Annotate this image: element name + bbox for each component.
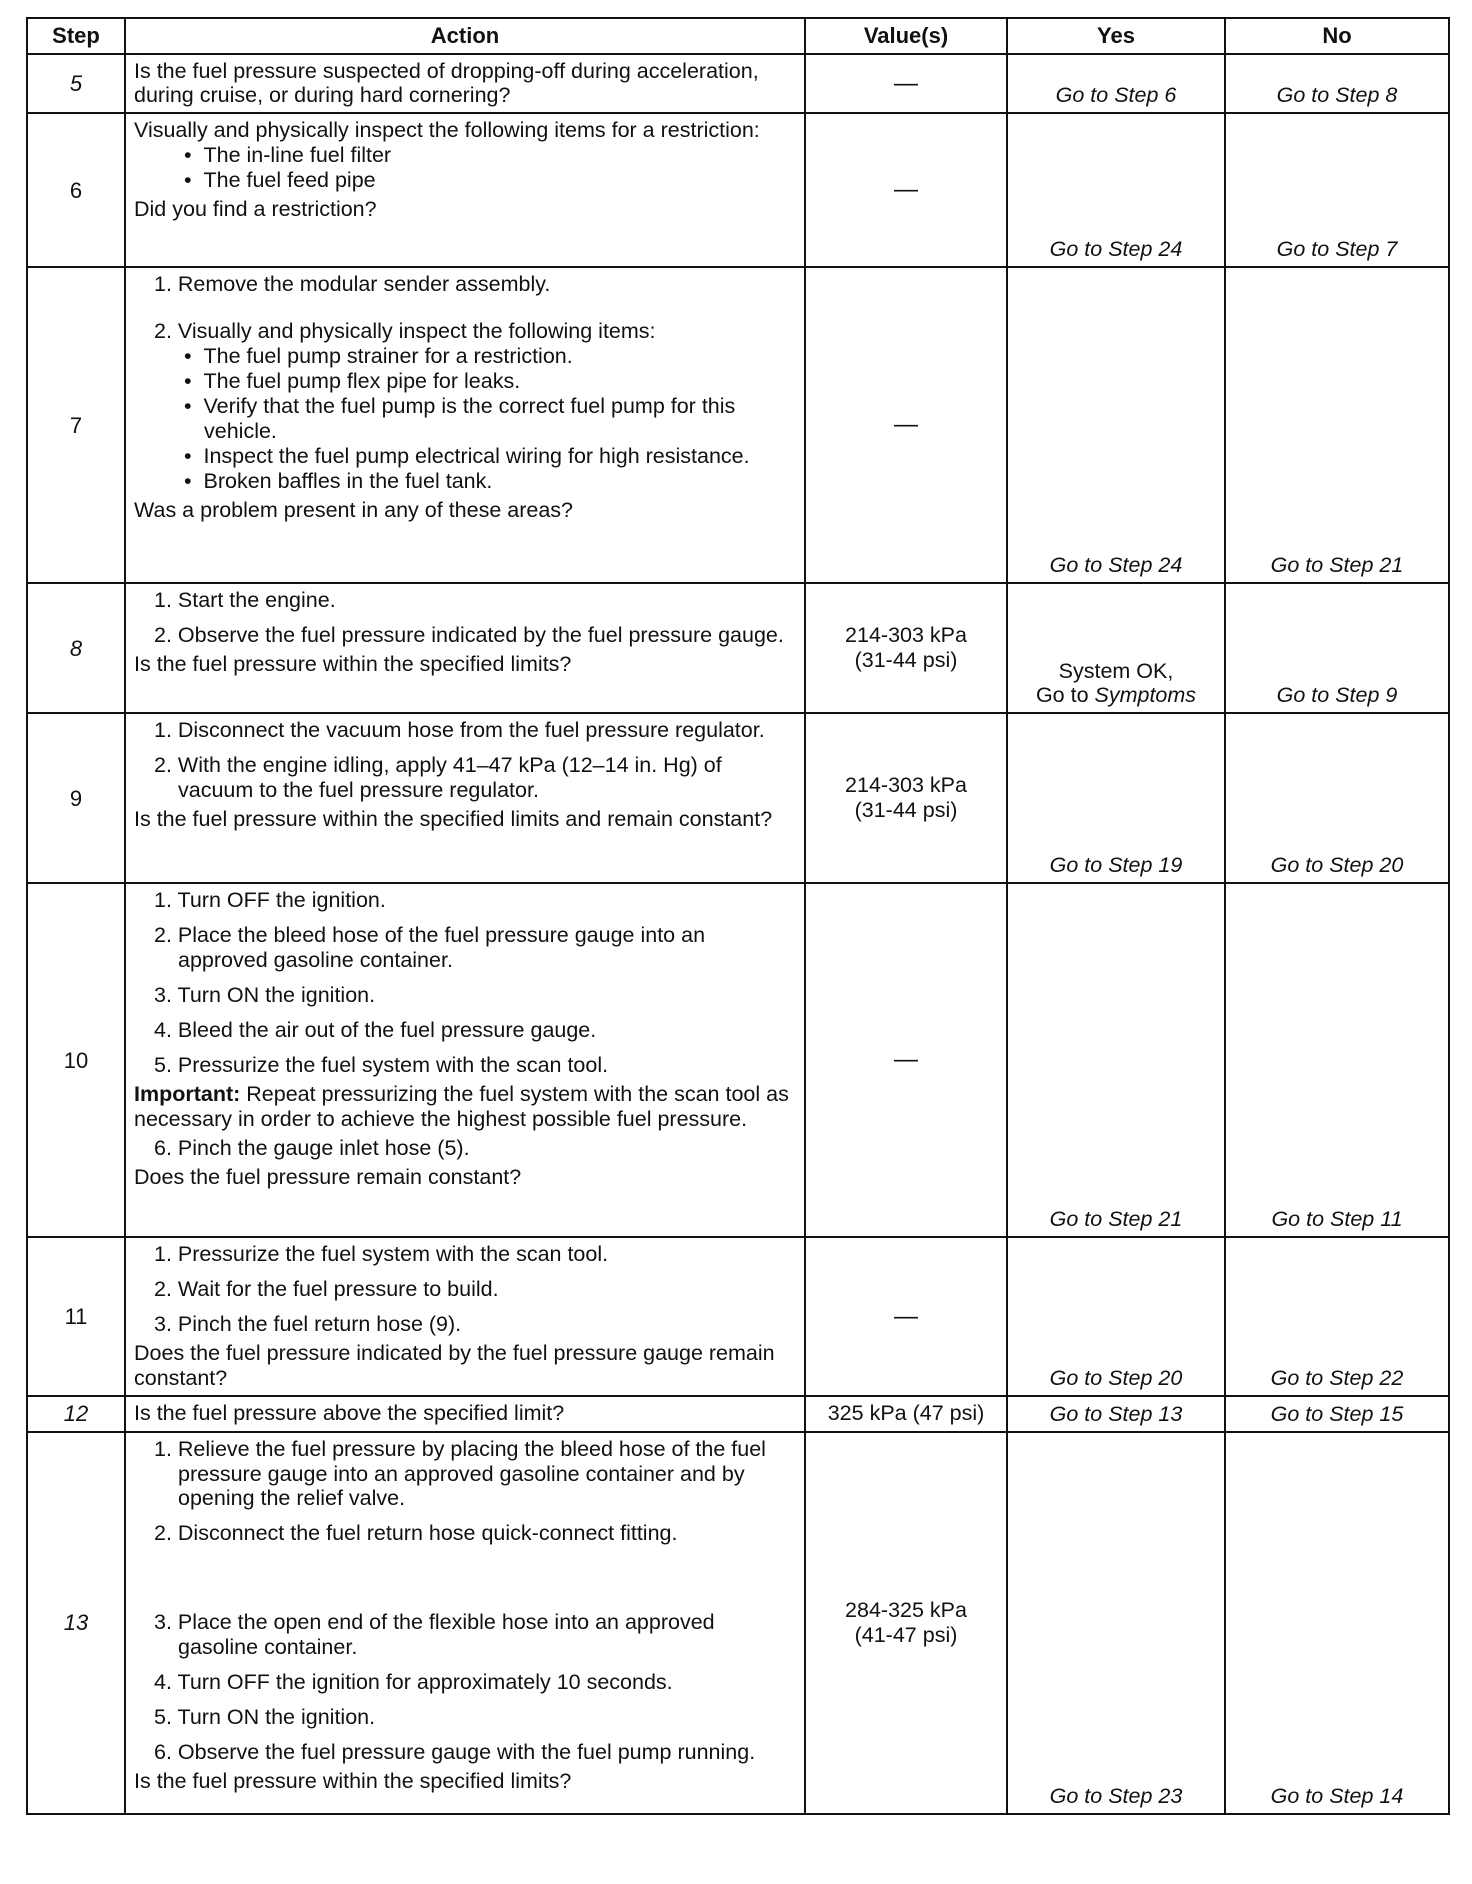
- value-cell: [805, 883, 1007, 1237]
- table-row: [27, 583, 1449, 713]
- important-label: Important:: [134, 1082, 241, 1107]
- numbered-item: 2. Disconnect the fuel return hose quick-connect fitting.: [154, 1521, 678, 1546]
- question-text: Did you find a restriction?: [134, 197, 377, 222]
- value-cell: [805, 54, 1007, 114]
- numbered-item: 2. With the engine idling, apply 41–47 kPa (12–14 in. Hg) of vacuum to the fuel pressure regulator.: [154, 753, 722, 803]
- numbered-item: 1. Start the engine.: [154, 588, 336, 613]
- action-cell: [125, 713, 805, 883]
- table-row: [27, 713, 1449, 883]
- bullet-text: Broken baffles in the fuel tank.: [203, 468, 493, 493]
- action-cell: [125, 54, 805, 114]
- no-cell: Go to Step 22: [1225, 1237, 1449, 1396]
- bullet-text: The fuel pump strainer for a restriction.: [203, 344, 573, 369]
- table-row: [27, 113, 1449, 267]
- table-row: [27, 267, 1449, 583]
- step-number: 9: [27, 713, 125, 883]
- no-cell: Go to Step 20: [1225, 713, 1449, 883]
- yes-cell: Go to Step 6: [1007, 54, 1225, 114]
- question-text: Is the fuel pressure within the specified limits?: [134, 652, 572, 677]
- numbered-item: 3. Pinch the fuel return hose (9).: [154, 1312, 462, 1337]
- dash: —: [894, 1302, 918, 1330]
- bullet-item: • Inspect the fuel pump electrical wiring for high resistance.: [184, 444, 750, 469]
- yes-cell: [1007, 583, 1225, 713]
- value-cell: 325 kPa (47 psi): [805, 1396, 1007, 1432]
- value-kpa: 214-303 kPa: [845, 773, 967, 798]
- numbered-item: 1. Turn OFF the ignition.: [154, 888, 386, 913]
- yes-cell: Go to Step 13: [1007, 1396, 1225, 1432]
- diagnostic-table: [26, 17, 1450, 1815]
- system-ok-text: System OK,: [1058, 658, 1174, 683]
- numbered-item: 4. Turn OFF the ignition for approximately 10 seconds.: [154, 1670, 673, 1695]
- numbered-item: 4. Bleed the air out of the fuel pressure gauge.: [154, 1018, 597, 1043]
- bullet-item: • The fuel pump strainer for a restriction.: [184, 344, 573, 369]
- step-number: 12: [27, 1396, 125, 1432]
- header-values: Value(s): [805, 18, 1007, 54]
- yes-cell: Go to Step 23: [1007, 1432, 1225, 1814]
- step-number: 7: [27, 267, 125, 583]
- value-cell: [805, 1432, 1007, 1814]
- value-kpa: 284-325 kPa: [845, 1597, 967, 1622]
- numbered-item: 1. Disconnect the vacuum hose from the fuel pressure regulator.: [154, 718, 765, 743]
- value-cell: [805, 713, 1007, 883]
- important-text: Repeat pressurizing the fuel system with the scan tool as necessary in order to achieve the highest possible fuel pressure.: [134, 1082, 789, 1131]
- step-number: 6: [27, 113, 125, 267]
- no-cell: Go to Step 21: [1225, 267, 1449, 583]
- question-text: Is the fuel pressure suspected of dropping-off during acceleration, during cruise, or during hard cornering?: [134, 58, 759, 108]
- numbered-item: 5. Pressurize the fuel system with the scan tool.: [154, 1053, 609, 1078]
- bullet-item: • The in-line fuel filter: [184, 143, 392, 168]
- no-cell: Go to Step 11: [1225, 883, 1449, 1237]
- no-cell: Go to Step 8: [1225, 54, 1449, 114]
- action-cell: [125, 1432, 805, 1814]
- question-text: Is the fuel pressure within the specified limits?: [134, 1769, 572, 1794]
- intro-text: Visually and physically inspect the following items for a restriction:: [134, 118, 760, 143]
- header-yes: Yes: [1007, 18, 1225, 54]
- numbered-item: 2. Wait for the fuel pressure to build.: [154, 1277, 499, 1302]
- no-cell: Go to Step 9: [1225, 583, 1449, 713]
- step-number: 13: [27, 1432, 125, 1814]
- bullet-item: • Verify that the fuel pump is the correct fuel pump for this vehicle.: [184, 394, 736, 444]
- action-cell: [125, 883, 805, 1237]
- numbered-item: 2. Visually and physically inspect the following items:: [154, 319, 656, 344]
- step-number: 5: [27, 54, 125, 114]
- action-cell: [125, 1237, 805, 1396]
- question-text: Is the fuel pressure above the specified limit?: [134, 1401, 565, 1426]
- header-action: Action: [125, 18, 805, 54]
- question-text: Is the fuel pressure within the specified limits and remain constant?: [134, 807, 773, 832]
- yes-cell: Go to Step 19: [1007, 713, 1225, 883]
- action-cell: [125, 267, 805, 583]
- yes-cell: Go to Step 20: [1007, 1237, 1225, 1396]
- value-psi: (41-47 psi): [854, 1622, 958, 1647]
- action-cell: [125, 583, 805, 713]
- step-number: 10: [27, 883, 125, 1237]
- important-note: [134, 1082, 796, 1132]
- table-row: [27, 1396, 1449, 1432]
- yes-cell: Go to Step 21: [1007, 883, 1225, 1237]
- no-cell: Go to Step 7: [1225, 113, 1449, 267]
- numbered-item: 1. Remove the modular sender assembly.: [154, 272, 551, 297]
- table-row: [27, 54, 1449, 114]
- value-kpa: 214-303 kPa: [845, 623, 967, 648]
- dash: —: [894, 411, 918, 439]
- value-cell: [805, 1237, 1007, 1396]
- numbered-item: 6. Pinch the gauge inlet hose (5).: [154, 1135, 470, 1160]
- goto-prefix: Go to: [1035, 683, 1095, 708]
- header-row: [27, 18, 1449, 54]
- bullet-item: • The fuel feed pipe: [184, 168, 376, 193]
- value-psi: (31-44 psi): [854, 648, 958, 673]
- value-cell: [805, 583, 1007, 713]
- dash: —: [894, 1046, 918, 1074]
- question-text: Does the fuel pressure indicated by the fuel pressure gauge remain constant?: [134, 1341, 775, 1391]
- step-number: 11: [27, 1237, 125, 1396]
- question-text: Was a problem present in any of these areas?: [134, 497, 573, 522]
- value-cell: [805, 267, 1007, 583]
- numbered-item: 1. Relieve the fuel pressure by placing the bleed hose of the fuel pressure gauge into an approved gasoline container and by opening the relief valve.: [154, 1436, 766, 1511]
- header-step: Step: [27, 18, 125, 54]
- bullet-text: The fuel pump flex pipe for leaks.: [203, 369, 521, 394]
- numbered-item: 2. Observe the fuel pressure indicated by the fuel pressure gauge.: [154, 623, 784, 648]
- numbered-item: 6. Observe the fuel pressure gauge with the fuel pump running.: [154, 1740, 756, 1765]
- bullet-item: • The fuel pump flex pipe for leaks.: [184, 369, 521, 394]
- dash: —: [894, 69, 918, 97]
- bullet-item: • Broken baffles in the fuel tank.: [184, 468, 493, 493]
- action-cell: [125, 113, 805, 267]
- goto-symptoms: [1016, 683, 1216, 708]
- table-row: [27, 1237, 1449, 1396]
- no-cell: Go to Step 14: [1225, 1432, 1449, 1814]
- numbered-item: 2. Place the bleed hose of the fuel pressure gauge into an approved gasoline container.: [154, 923, 706, 973]
- yes-cell: Go to Step 24: [1007, 267, 1225, 583]
- table-row: [27, 883, 1449, 1237]
- step-number: 8: [27, 583, 125, 713]
- question-text: Does the fuel pressure remain constant?: [134, 1164, 522, 1189]
- action-cell: [125, 1396, 805, 1432]
- bullet-text: Inspect the fuel pump electrical wiring for high resistance.: [203, 444, 750, 469]
- symptoms-link-text: Symptoms: [1094, 683, 1197, 708]
- table-row: [27, 1432, 1449, 1814]
- no-cell: Go to Step 15: [1225, 1396, 1449, 1432]
- value-cell: [805, 113, 1007, 267]
- bullet-text: The in-line fuel filter: [203, 143, 392, 168]
- numbered-item: 3. Turn ON the ignition.: [154, 983, 376, 1008]
- value-psi: (31-44 psi): [854, 798, 958, 823]
- yes-cell: Go to Step 24: [1007, 113, 1225, 267]
- numbered-item: 5. Turn ON the ignition.: [154, 1705, 376, 1730]
- dash: —: [894, 176, 918, 204]
- bullet-text: The fuel feed pipe: [203, 168, 376, 193]
- header-no: No: [1225, 18, 1449, 54]
- numbered-item: 1. Pressurize the fuel system with the scan tool.: [154, 1242, 609, 1267]
- bullet-text: Verify that the fuel pump is the correct fuel pump for this vehicle.: [203, 394, 736, 444]
- numbered-item: 3. Place the open end of the flexible hose into an approved gasoline container.: [154, 1610, 715, 1660]
